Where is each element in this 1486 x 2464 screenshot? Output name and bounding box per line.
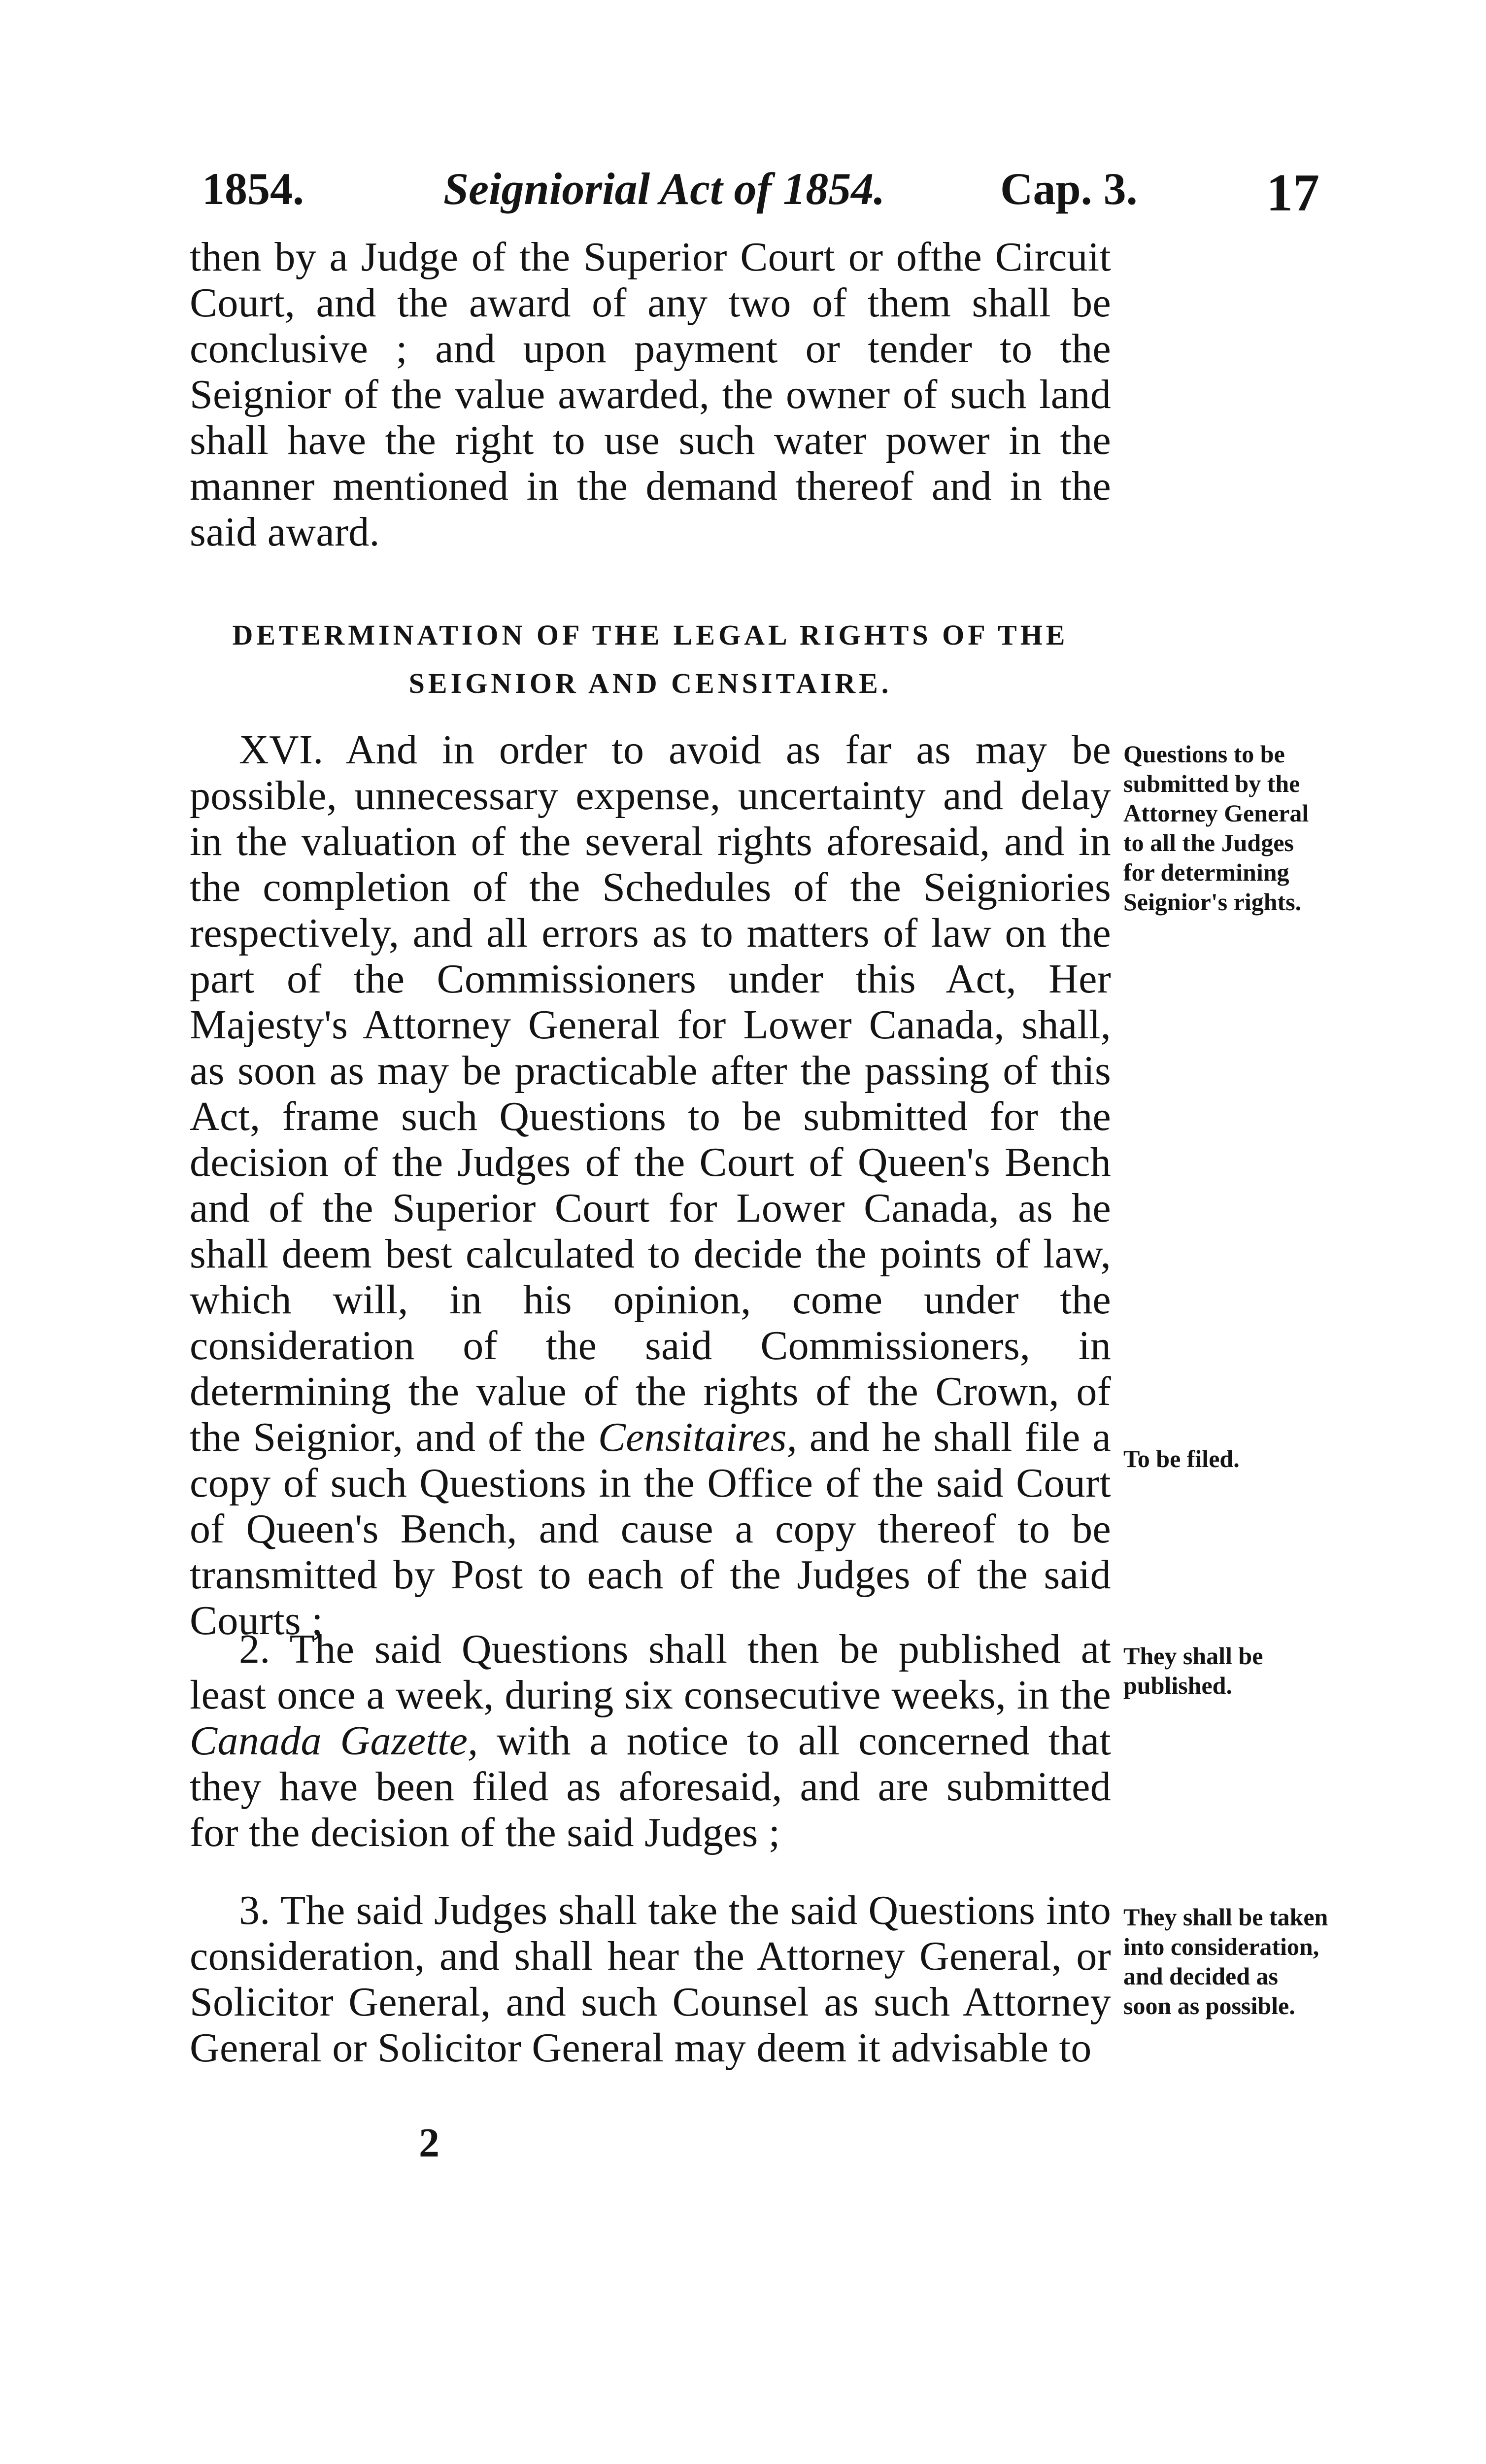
paragraph-subsection-2 [190, 1626, 1111, 1855]
running-header [202, 163, 1330, 227]
paragraph-xvi-text-1: XVI. And in order to avoid as far as may be possible, unnecessary expense, uncertainty and delay in the valuation of the several rights aforesaid, and in the completion of the Schedules of the Seigniories respectively, and all errors as to matters of law on the part of the Commissioners under this Act, Her Majesty's Attorney General for Lower Canada, shall, as soon as may be practicable after the passing of this Act, frame such Questions to be submitted for the decision of the Judges of the Court of Queen's Bench and of the Superior Court for Lower Canada, as he shall deem best calculated to decide the points of law, which will, in his opinion, come under the consideration of the said Commissioners, in determining the value of the rights of the Crown, of the Seignior, and of the [190, 727, 1111, 1460]
paragraph-2-text-1: 2. The said Questions shall then be published at least once a week, during six consecutive weeks, in the [190, 1626, 1111, 1718]
section-heading-line-1: DETERMINATION OF THE LEGAL RIGHTS OF THE [232, 619, 1069, 651]
header-title: Seigniorial Act of 1854. [443, 164, 885, 214]
margin-note-consideration: They shall be taken into consideration, and decided as soon as possible. [1123, 1903, 1328, 2019]
page-number: 17 [1266, 164, 1319, 222]
margin-note-filed: To be filed. [1123, 1445, 1240, 1472]
paragraph-xvi-italic: Censitaires, [598, 1414, 798, 1460]
signature-mark: 2 [419, 2120, 439, 2166]
header-year: 1854. [202, 164, 304, 214]
paragraph-continuation: then by a Judge of the Superior Court or ofthe Circuit Court, and the award of any two of them shall be conclusive ; and upon payment or tender to the Seignior of the value awarded, the owner of such land shall have the right to use such water power in the manner mentioned in the demand thereof and in the said award. [190, 234, 1111, 555]
section-heading [190, 611, 1111, 708]
paragraph-2-text-2: with a notice to all concerned that they have been filed as aforesaid, and are submitted for the decision of the said Judges ; [190, 1718, 1111, 1855]
margin-note-questions: Questions to be submitted by the Attorney General to all the Judges for determining Seignior's rights. [1123, 740, 1309, 916]
paragraph-2-italic: Canada Gazette, [190, 1718, 478, 1764]
paragraph-subsection-3: 3. The said Judges shall take the said Questions into consideration, and shall hear the Attorney General, or Solicitor General, and such Counsel as such Attorney General or Solicitor General may deem it advisable to [190, 1887, 1111, 2071]
paragraph-xvi-text-2: and he shall file a copy of such Questions in the Office of the said Court of Queen's Bench, and cause a copy thereof to be transmitted by Post to each of the Judges of the said Courts ; [190, 1414, 1111, 1643]
header-chapter: Cap. 3. [1000, 164, 1138, 214]
section-heading-line-2: SEIGNIOR AND CENSITAIRE. [408, 667, 892, 699]
margin-note-published: They shall be published. [1123, 1642, 1263, 1699]
paragraph-section-xvi [190, 727, 1111, 1643]
